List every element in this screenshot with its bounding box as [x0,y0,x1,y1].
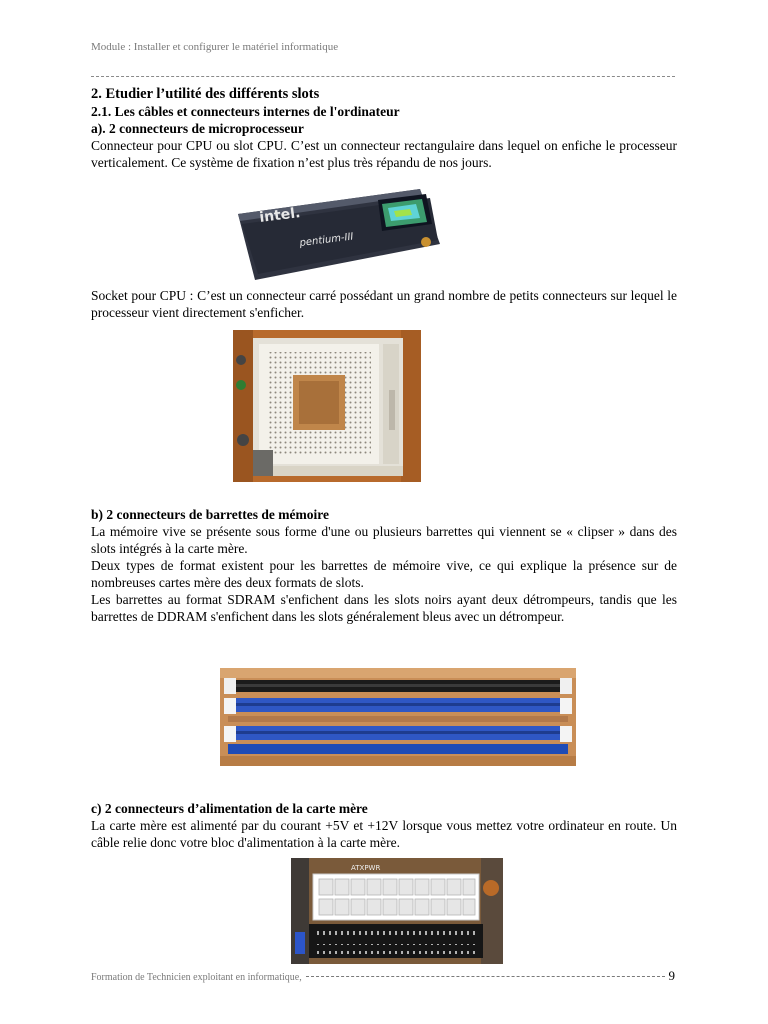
cpu-slot-paragraph: Connecteur pour CPU ou slot CPU. C’est un connecteur rectangulaire dans lequel on enfiche le processeur verticalement. Ce système de fixation n’est plus très répandu de nos jours. [91,138,677,170]
section-block-a [91,86,677,171]
section-block-c [91,800,677,851]
memory-connectors-heading: b) 2 connecteurs de barrettes de mémoire [91,507,329,522]
memory-paragraph-2: Deux types de format existent pour les barrettes de mémoire vive, ce qui explique la présence sur de nombreuses cartes mère des deux formats de slots. [91,558,677,590]
section-subtitle: 2.1. Les câbles et connecteurs internes de l'ordinateur [91,104,400,119]
memory-paragraph-3: Les barrettes au format SDRAM s'enfichent dans les slots noirs ayant deux détrompeurs, tandis que les barrettes de DDRAM s'enfichent dans les slots généralement bleus avec un détrompeur. [91,592,677,624]
memory-slots-image [220,668,576,766]
socket-block [91,287,677,321]
memory-paragraph-1: La mémoire vive se présente sous forme d'une ou plusieurs barrettes qui viennent se « clipser » dans des slots intégrés à la carte mère. [91,524,677,556]
header-divider [91,76,675,77]
section-title: 2. Etudier l’utilité des différents slots [91,86,320,102]
footer-text: Formation de Technicien exploitant en informatique, [91,972,302,983]
cpu-connectors-heading: a). 2 connecteurs de microprocesseur [91,121,304,136]
atx-power-connector-image [291,858,503,964]
page-footer [91,968,675,984]
footer-dash-line [306,976,665,977]
page-header: Module : Installer et configurer le matériel informatique [91,41,339,53]
atx-board-label: ATXPWR [351,864,381,872]
power-connectors-heading: c) 2 connecteurs d’alimentation de la carte mère [91,801,368,816]
cpu-socket-paragraph: Socket pour CPU : C’est un connecteur carré possédant un grand nombre de petits connecteurs sur lequel le processeur vient directement s'enficher. [91,288,677,320]
cpu-cartridge-image [230,184,446,284]
power-paragraph: La carte mère est alimenté par du courant +5V et +12V lorsque vous mettez votre ordinateur en route. Un câble relie donc votre bloc d'alimentation à la carte mère. [91,818,677,850]
cpu-model-logo: pentium-III [299,231,355,249]
cpu-socket-image [233,330,421,482]
page-number: 9 [668,968,675,983]
section-block-b [91,506,677,625]
cpu-brand-logo: intel. [258,205,302,226]
